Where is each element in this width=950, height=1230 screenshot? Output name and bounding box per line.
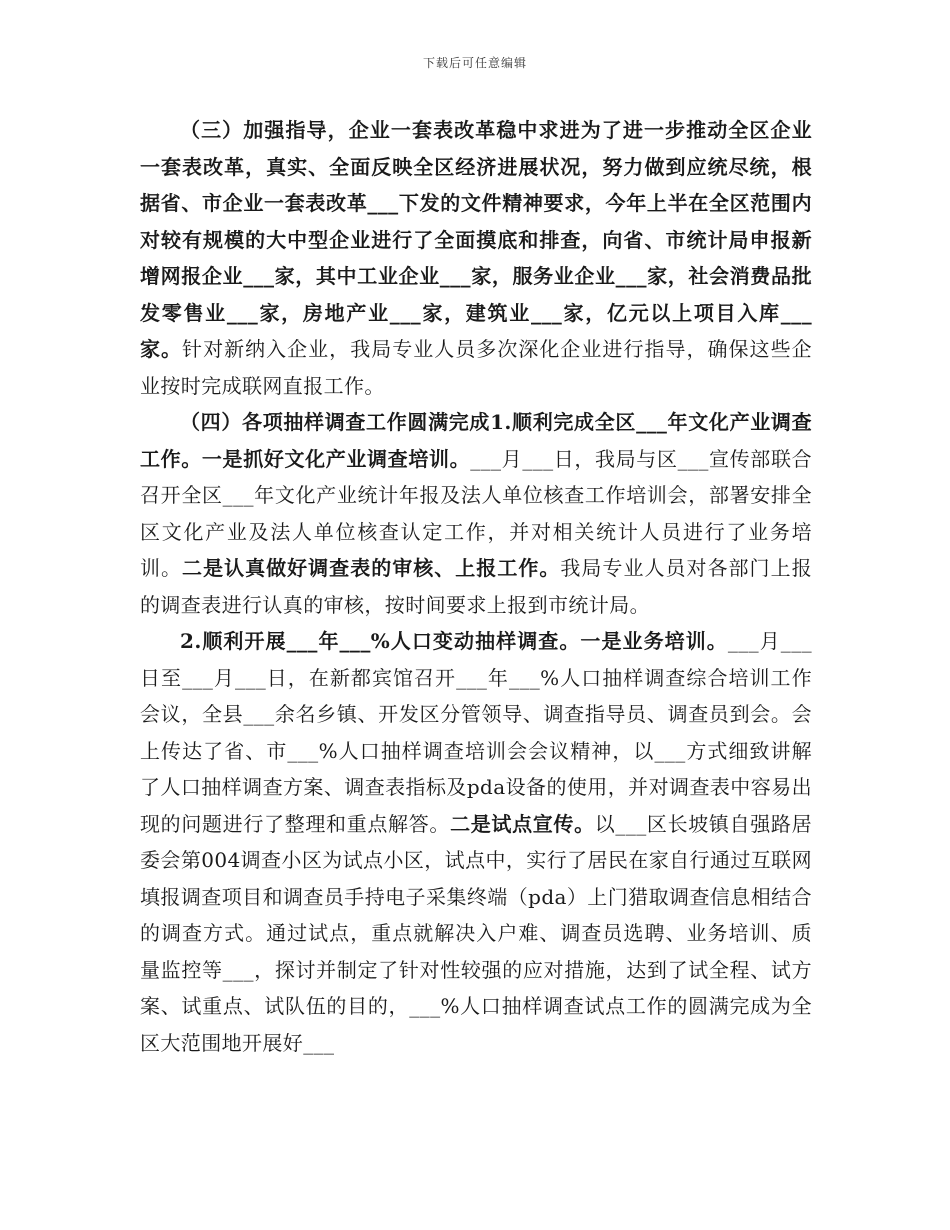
paragraph-text-bold: （三）加强指导，企业一套表改革稳中求进为了进一步推动全区企业一套表改革，真实、全面反映全区经济进展状况，努力做到应统尽统，根据省、市企业一套表改革___下发的文件精神要求，今年上半在全区范围内对较有规模的大中型企业进行了全面摸底和排查，向省、市统计局申报新增网报企业___家，其中工业企业___家，服务业企业___家，社会消费品批发零售业___家，房地产业___家，建筑业___家，亿元以上项目入库___家。	[140, 118, 812, 361]
paragraph-text: 针对新纳入企业，我局专业人员多次深化企业进行指导，确保这些企业按时完成联网直报工作。	[140, 337, 812, 398]
paragraph-text: ___月___日至___月___日，在新都宾馆召开___年___%人口抽样调查综合培训工作会议，全县___余名乡镇、开发区分管领导、调查指导员、调查员到会。会上传达了省、市___%人口抽样调查培训会会议精神，以___方式细致讲解了人口抽样调查方案、调查表指标及pda设备的使用，并对调查表中容易出现的问题进行了整理和重点解答。	[140, 629, 812, 836]
paragraph-sampling-surveys	[140, 404, 812, 623]
paragraph-text-bold: 二是试点宣传。	[450, 811, 595, 836]
paragraph-population-survey	[140, 623, 812, 1061]
page-header-note: 下载后可任意编辑	[422, 56, 527, 70]
paragraph-text: 以___区长坡镇自强路居委会第004调查小区为试点小区，试点中，实行了居民在家自行通过互联网填报调查项目和调查员手持电子采集终端（pda）上门猎取调查信息相结合的调查方式。通过试点，重点就解决入户难、调查员选聘、业务培训、质量监控等___，探讨并制定了针对性较强的应对措施，达到了试全程、试方案、试重点、试队伍的目的，___%人口抽样调查试点工作的圆满完成为全区大范围地开展好___	[140, 811, 812, 1055]
paragraph-text: 我局专业人员对各部门上报的调查表进行认真的审核，按时间要求上报到市统计局。	[140, 556, 812, 617]
paragraph-text: ___月___日，我局与区___宣传部联合召开全区___年文化产业统计年报及法人单位核查工作培训会，部署安排全区文化产业及法人单位核查认定工作，并对相关统计人员进行了业务培训。	[140, 446, 812, 580]
paragraph-text-bold: （四）各项抽样调查工作圆满完成1.顺利完成全区___年文化产业调查工作。一是抓好文化产业调查培训。	[140, 410, 812, 471]
document-body	[140, 112, 812, 1061]
paragraph-text-bold: 二是认真做好调查表的审核、上报工作。	[182, 556, 561, 580]
paragraph-text-bold: 2.顺利开展___年___%人口变动抽样调查。一是业务培训。	[180, 629, 728, 653]
paragraph-enterprise-reform	[140, 112, 812, 404]
